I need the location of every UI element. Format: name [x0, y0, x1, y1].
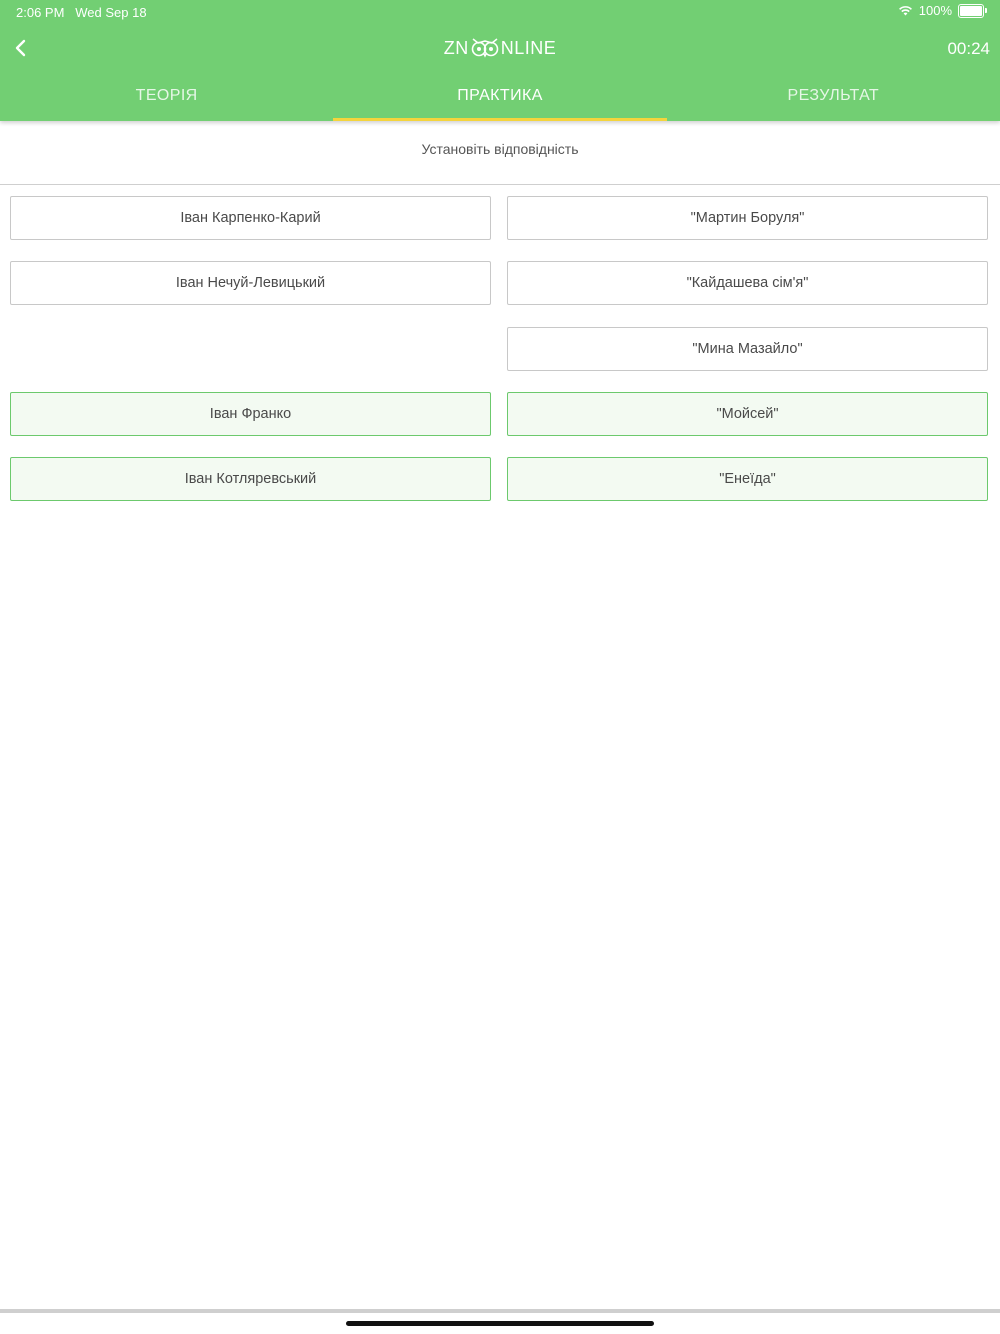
tab-bar: [0, 76, 1000, 121]
work-card-kaidasheva-simia[interactable]: "Кайдашева сім'я": [507, 261, 988, 305]
battery-percent: 100%: [918, 3, 952, 18]
tab-result[interactable]: РЕЗУЛЬТАТ: [787, 87, 880, 104]
home-indicator[interactable]: [346, 1321, 654, 1326]
author-card-karpenko-karyi[interactable]: Іван Карпенко-Карий: [10, 196, 491, 240]
owl-icon: [470, 36, 500, 58]
status-bar-time: [16, 5, 147, 20]
bottom-divider: [0, 1309, 1000, 1313]
status-time: 2:06 PM: [16, 5, 65, 20]
work-card-moisei[interactable]: "Мойсей": [507, 392, 988, 436]
battery-icon: [958, 4, 984, 18]
divider: [0, 184, 1000, 185]
timer: 00:24: [947, 39, 990, 58]
author-card-franko[interactable]: Іван Франко: [10, 392, 491, 436]
work-card-martyn-borulia[interactable]: "Мартин Боруля": [507, 196, 988, 240]
app-header: [0, 0, 1000, 121]
logo-text-right: NLINE: [500, 38, 557, 58]
author-card-nechui-levytskyi[interactable]: Іван Нечуй-Левицький: [10, 261, 491, 305]
task-instruction: Установіть відповідність: [421, 141, 579, 157]
work-card-myna-mazailo[interactable]: "Мина Мазайло": [507, 327, 988, 371]
wifi-icon: [898, 5, 913, 16]
work-card-eneida[interactable]: "Енеїда": [507, 457, 988, 501]
logo-text-left: ZN: [443, 38, 469, 58]
status-bar-right: [898, 3, 984, 18]
tab-practice[interactable]: ПРАКТИКА: [333, 76, 666, 121]
app-logo: [0, 36, 1000, 59]
author-card-kotliarevskyi[interactable]: Іван Котляревський: [10, 457, 491, 501]
tab-theory[interactable]: ТЕОРІЯ: [135, 87, 198, 104]
status-date: Wed Sep 18: [75, 5, 147, 20]
